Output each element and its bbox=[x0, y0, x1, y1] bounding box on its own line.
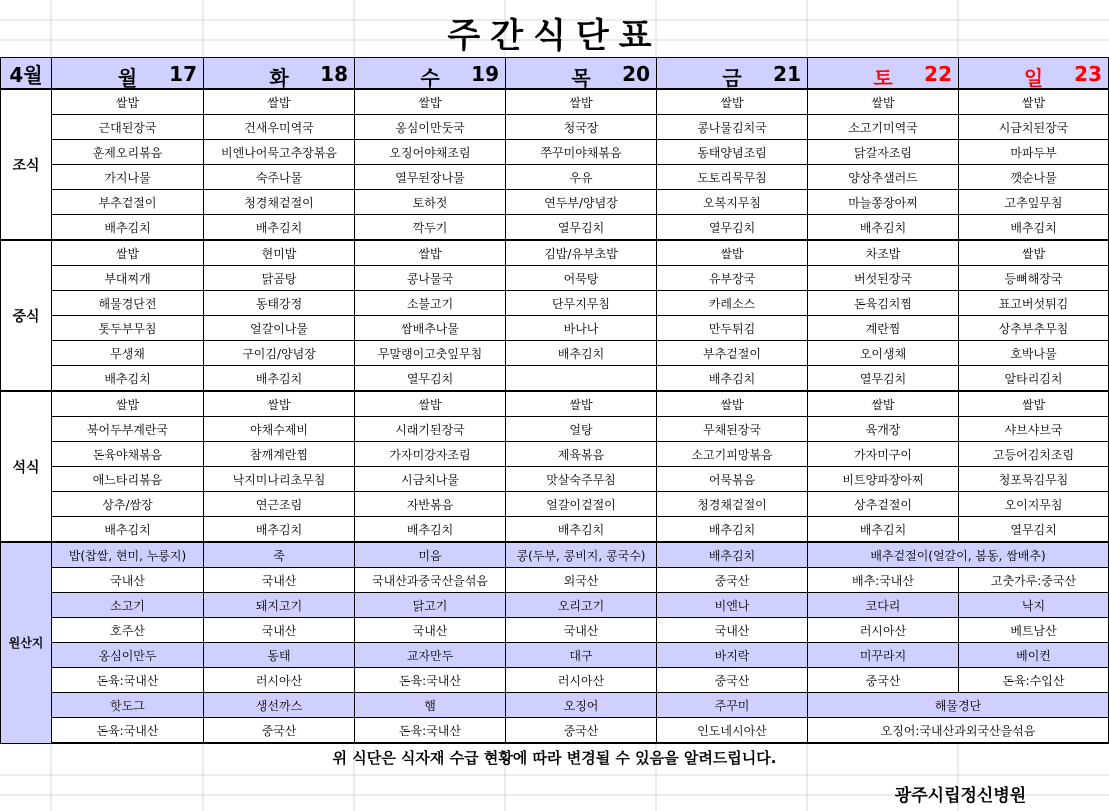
origin-cell: 코다리 bbox=[808, 593, 959, 618]
menu-cell: 옹심이만둣국 bbox=[355, 115, 506, 140]
day-name: 일 bbox=[1023, 66, 1044, 89]
origin-cell: 국내산 bbox=[204, 568, 355, 593]
origin-cell: 배추김치 bbox=[657, 542, 808, 568]
origin-cell: 핫도그 bbox=[52, 693, 204, 718]
menu-cell: 마파두부 bbox=[959, 140, 1109, 165]
menu-cell: 소고기피망볶음 bbox=[657, 442, 808, 467]
menu-cell: 쌀밥 bbox=[204, 89, 355, 115]
origin-cell: 배추:국내산 bbox=[808, 568, 959, 593]
origin-cell: 낙지 bbox=[959, 593, 1109, 618]
origin-cell: 해물경단 bbox=[808, 693, 1109, 718]
menu-cell: 열무김치 bbox=[355, 366, 506, 392]
origin-cell: 돈육:국내산 bbox=[52, 718, 204, 744]
day-header-3 bbox=[506, 58, 657, 90]
origin-cell: 미꾸라지 bbox=[808, 643, 959, 668]
menu-cell: 얼갈이겉절이 bbox=[506, 492, 657, 517]
day-name: 금 bbox=[722, 66, 742, 89]
menu-cell: 콩나물국 bbox=[355, 266, 506, 291]
origin-cell: 오징어 bbox=[506, 693, 657, 718]
menu-cell: 북어두부계란국 bbox=[52, 417, 204, 442]
menu-cell: 배추김치 bbox=[355, 517, 506, 543]
menu-cell: 쌀밥 bbox=[355, 240, 506, 266]
hospital-name: 광주시립정신병원 bbox=[894, 786, 1027, 806]
menu-cell: 쌀밥 bbox=[355, 391, 506, 417]
menu-cell: 비트양파장아찌 bbox=[808, 467, 959, 492]
origin-label: 원산지 bbox=[1, 542, 52, 743]
menu-cell: 청포묵김무침 bbox=[959, 467, 1109, 492]
day-date: 23 bbox=[1074, 62, 1102, 86]
menu-cell: 건새우미역국 bbox=[204, 115, 355, 140]
menu-cell: 고추잎무침 bbox=[959, 190, 1109, 215]
menu-cell: 톳두부무침 bbox=[52, 316, 204, 341]
menu-cell: 상추겉절이 bbox=[808, 492, 959, 517]
menu-cell: 돈육야채볶음 bbox=[52, 442, 204, 467]
menu-cell: 닭곰탕 bbox=[204, 266, 355, 291]
menu-cell: 오이지무침 bbox=[959, 492, 1109, 517]
meal-label-2: 석식 bbox=[1, 391, 52, 542]
origin-cell: 죽 bbox=[204, 542, 355, 568]
menu-cell: 청경채겉절이 bbox=[204, 190, 355, 215]
menu-cell: 쌀밥 bbox=[52, 89, 204, 115]
origin-cell: 동태 bbox=[204, 643, 355, 668]
origin-cell: 외국산 bbox=[506, 568, 657, 593]
menu-cell: 근대된장국 bbox=[52, 115, 204, 140]
menu-cell: 동태강정 bbox=[204, 291, 355, 316]
menu-cell: 시금치나물 bbox=[355, 467, 506, 492]
origin-cell: 생선까스 bbox=[204, 693, 355, 718]
menu-cell: 표고버섯튀김 bbox=[959, 291, 1109, 316]
menu-table bbox=[0, 57, 1109, 744]
menu-cell: 배추김치 bbox=[52, 215, 204, 241]
origin-cell: 미음 bbox=[355, 542, 506, 568]
menu-cell: 알타리김치 bbox=[959, 366, 1109, 392]
menu-cell: 비엔나어묵고추장볶음 bbox=[204, 140, 355, 165]
month-header: 4월 bbox=[1, 58, 52, 90]
menu-cell: 상추/쌈장 bbox=[52, 492, 204, 517]
menu-cell: 숙주나물 bbox=[204, 165, 355, 190]
day-date: 19 bbox=[471, 62, 499, 86]
menu-cell: 얼갈이나물 bbox=[204, 316, 355, 341]
menu-cell: 애느타리볶음 bbox=[52, 467, 204, 492]
menu-cell: 호박나물 bbox=[959, 341, 1109, 366]
menu-cell: 훈제오리볶음 bbox=[52, 140, 204, 165]
day-name: 화 bbox=[269, 66, 289, 89]
menu-cell: 참깨계란찜 bbox=[204, 442, 355, 467]
day-name: 목 bbox=[571, 66, 591, 89]
origin-cell: 국내산 bbox=[204, 618, 355, 643]
day-header-0 bbox=[52, 58, 204, 90]
menu-cell: 샤브샤브국 bbox=[959, 417, 1109, 442]
menu-cell: 어묵탕 bbox=[506, 266, 657, 291]
origin-cell: 돈육:국내산 bbox=[355, 718, 506, 744]
menu-cell: 쌀밥 bbox=[959, 89, 1109, 115]
menu-cell: 가자미구이 bbox=[808, 442, 959, 467]
menu-cell: 쌀밥 bbox=[959, 240, 1109, 266]
origin-cell: 중국산 bbox=[657, 568, 808, 593]
menu-cell: 야채수제비 bbox=[204, 417, 355, 442]
origin-cell: 오리고기 bbox=[506, 593, 657, 618]
menu-cell: 우유 bbox=[506, 165, 657, 190]
origin-cell: 국내산 bbox=[506, 618, 657, 643]
menu-cell: 배추김치 bbox=[52, 517, 204, 543]
menu-cell: 해물경단전 bbox=[52, 291, 204, 316]
menu-cell: 단무지무침 bbox=[506, 291, 657, 316]
menu-cell: 동태양념조림 bbox=[657, 140, 808, 165]
menu-cell: 열무김치 bbox=[808, 366, 959, 392]
menu-cell bbox=[506, 366, 657, 392]
meal-label-0: 조식 bbox=[1, 89, 52, 240]
origin-cell: 비엔나 bbox=[657, 593, 808, 618]
menu-cell: 가자미강자조림 bbox=[355, 442, 506, 467]
origin-cell: 돼지고기 bbox=[204, 593, 355, 618]
menu-cell: 자반볶음 bbox=[355, 492, 506, 517]
origin-cell: 소고기 bbox=[52, 593, 204, 618]
menu-cell: 구이김/양념장 bbox=[204, 341, 355, 366]
menu-cell: 제육볶음 bbox=[506, 442, 657, 467]
origin-cell: 주꾸미 bbox=[657, 693, 808, 718]
menu-cell: 토하젓 bbox=[355, 190, 506, 215]
menu-cell: 김밥/유부초밥 bbox=[506, 240, 657, 266]
origin-cell: 배추겉절이(얼갈이, 봄동, 쌈배추) bbox=[808, 542, 1109, 568]
origin-cell: 인도네시아산 bbox=[657, 718, 808, 744]
menu-cell: 배추김치 bbox=[506, 341, 657, 366]
menu-cell: 닭갈자조림 bbox=[808, 140, 959, 165]
menu-cell: 부추겉절이 bbox=[657, 341, 808, 366]
origin-cell: 베이컨 bbox=[959, 643, 1109, 668]
menu-cell: 배추김치 bbox=[657, 366, 808, 392]
origin-cell: 콩(두부, 콩비지, 콩국수) bbox=[506, 542, 657, 568]
menu-cell: 무생채 bbox=[52, 341, 204, 366]
menu-cell: 현미밥 bbox=[204, 240, 355, 266]
menu-cell: 쌀밥 bbox=[657, 391, 808, 417]
day-name: 월 bbox=[117, 66, 138, 89]
menu-cell: 배추김치 bbox=[808, 517, 959, 543]
menu-cell: 쌀밥 bbox=[204, 391, 355, 417]
menu-cell: 쌀밥 bbox=[52, 391, 204, 417]
menu-cell: 양상추샐러드 bbox=[808, 165, 959, 190]
origin-cell: 국내산과중국산을섞음 bbox=[355, 568, 506, 593]
day-name: 토 bbox=[873, 66, 893, 89]
menu-cell: 오이생채 bbox=[808, 341, 959, 366]
origin-cell: 닭고기 bbox=[355, 593, 506, 618]
menu-cell: 쌀밥 bbox=[657, 240, 808, 266]
origin-cell: 돈육:국내산 bbox=[52, 668, 204, 693]
notice-text: 위 식단은 식자재 수급 현황에 따라 변경될 수 있음을 알려드립니다. bbox=[332, 749, 777, 767]
meal-label-1: 중식 bbox=[1, 240, 52, 391]
menu-cell: 배추김치 bbox=[506, 517, 657, 543]
menu-cell: 쌀밥 bbox=[52, 240, 204, 266]
menu-cell: 계란찜 bbox=[808, 316, 959, 341]
day-date: 20 bbox=[622, 62, 650, 86]
menu-cell: 배추김치 bbox=[959, 215, 1109, 241]
origin-cell: 국내산 bbox=[657, 618, 808, 643]
menu-cell: 쌀밥 bbox=[959, 391, 1109, 417]
menu-cell: 육개장 bbox=[808, 417, 959, 442]
origin-cell: 중국산 bbox=[506, 718, 657, 744]
origin-cell: 국내산 bbox=[52, 568, 204, 593]
menu-cell: 열무김치 bbox=[657, 215, 808, 241]
day-name: 수 bbox=[420, 66, 440, 89]
menu-cell: 쭈꾸미야채볶음 bbox=[506, 140, 657, 165]
page-title: 주간식단표 bbox=[447, 16, 662, 56]
origin-cell: 돈육:수입산 bbox=[959, 668, 1109, 693]
menu-cell: 바나나 bbox=[506, 316, 657, 341]
menu-cell: 배추김치 bbox=[204, 517, 355, 543]
origin-cell: 베트남산 bbox=[959, 618, 1109, 643]
menu-cell: 소고기미역국 bbox=[808, 115, 959, 140]
origin-cell: 대구 bbox=[506, 643, 657, 668]
menu-cell: 쌀밥 bbox=[808, 89, 959, 115]
menu-cell: 버섯된장국 bbox=[808, 266, 959, 291]
menu-cell: 열무김치 bbox=[506, 215, 657, 241]
origin-cell: 중국산 bbox=[808, 668, 959, 693]
menu-cell: 유부장국 bbox=[657, 266, 808, 291]
menu-cell: 배추김치 bbox=[808, 215, 959, 241]
origin-cell: 러시아산 bbox=[506, 668, 657, 693]
origin-cell: 오징어:국내산과외국산을섞음 bbox=[808, 718, 1109, 744]
menu-cell: 부대찌개 bbox=[52, 266, 204, 291]
origin-cell: 러시아산 bbox=[808, 618, 959, 643]
day-date: 17 bbox=[169, 62, 197, 86]
menu-cell: 무채된장국 bbox=[657, 417, 808, 442]
menu-cell: 쌀밥 bbox=[657, 89, 808, 115]
origin-cell: 돈육:국내산 bbox=[355, 668, 506, 693]
menu-cell: 얼탕 bbox=[506, 417, 657, 442]
menu-cell: 카레소스 bbox=[657, 291, 808, 316]
menu-cell: 가지나물 bbox=[52, 165, 204, 190]
menu-cell: 연근조림 bbox=[204, 492, 355, 517]
menu-cell: 쌀밥 bbox=[808, 391, 959, 417]
menu-cell: 배추김치 bbox=[204, 366, 355, 392]
menu-cell: 배추김치 bbox=[52, 366, 204, 392]
menu-cell: 상추부추무침 bbox=[959, 316, 1109, 341]
origin-cell: 고춧가루:중국산 bbox=[959, 568, 1109, 593]
menu-cell: 시래기된장국 bbox=[355, 417, 506, 442]
day-header-5 bbox=[808, 58, 959, 90]
menu-cell: 부추겉절이 bbox=[52, 190, 204, 215]
menu-cell: 소불고기 bbox=[355, 291, 506, 316]
menu-cell: 낙지미나리초무침 bbox=[204, 467, 355, 492]
menu-cell: 차조밥 bbox=[808, 240, 959, 266]
origin-cell: 중국산 bbox=[204, 718, 355, 744]
day-header-4 bbox=[657, 58, 808, 90]
origin-cell: 밥(찹쌀, 현미, 누룽지) bbox=[52, 542, 204, 568]
origin-cell: 바지락 bbox=[657, 643, 808, 668]
day-header-6 bbox=[959, 58, 1109, 90]
menu-cell: 오복지무침 bbox=[657, 190, 808, 215]
origin-cell: 국내산 bbox=[355, 618, 506, 643]
menu-cell: 등뼈해장국 bbox=[959, 266, 1109, 291]
menu-cell: 콩나물김치국 bbox=[657, 115, 808, 140]
menu-cell: 배추김치 bbox=[204, 215, 355, 241]
menu-cell: 돈육김치찜 bbox=[808, 291, 959, 316]
day-header-2 bbox=[355, 58, 506, 90]
day-date: 21 bbox=[773, 62, 801, 86]
menu-cell: 도토리묵무침 bbox=[657, 165, 808, 190]
menu-cell: 연두부/양념장 bbox=[506, 190, 657, 215]
menu-cell: 어묵볶음 bbox=[657, 467, 808, 492]
menu-cell: 쌀밥 bbox=[355, 89, 506, 115]
menu-cell: 청경채겉절이 bbox=[657, 492, 808, 517]
origin-cell: 교자만두 bbox=[355, 643, 506, 668]
menu-cell: 마늘쫑장아찌 bbox=[808, 190, 959, 215]
menu-cell: 쌀밥 bbox=[506, 89, 657, 115]
origin-cell: 호주산 bbox=[52, 618, 204, 643]
menu-cell: 쌀밥 bbox=[506, 391, 657, 417]
menu-cell: 고등어김치조림 bbox=[959, 442, 1109, 467]
menu-cell: 오징어야채조림 bbox=[355, 140, 506, 165]
origin-cell: 중국산 bbox=[657, 668, 808, 693]
origin-cell: 러시아산 bbox=[204, 668, 355, 693]
menu-cell: 깍두기 bbox=[355, 215, 506, 241]
origin-cell: 옹심이만두 bbox=[52, 643, 204, 668]
day-date: 18 bbox=[320, 62, 348, 86]
menu-cell: 시금치된장국 bbox=[959, 115, 1109, 140]
menu-cell: 열무된장나물 bbox=[355, 165, 506, 190]
menu-cell: 열무김치 bbox=[959, 517, 1109, 543]
menu-cell: 배추김치 bbox=[657, 517, 808, 543]
day-date: 22 bbox=[924, 62, 952, 86]
menu-cell: 만두튀김 bbox=[657, 316, 808, 341]
menu-cell: 청국장 bbox=[506, 115, 657, 140]
menu-cell: 깻순나물 bbox=[959, 165, 1109, 190]
day-header-1 bbox=[204, 58, 355, 90]
menu-cell: 맛살숙주무침 bbox=[506, 467, 657, 492]
menu-cell: 무말랭이고춧잎무침 bbox=[355, 341, 506, 366]
origin-cell: 햄 bbox=[355, 693, 506, 718]
menu-cell: 쌈배추나물 bbox=[355, 316, 506, 341]
